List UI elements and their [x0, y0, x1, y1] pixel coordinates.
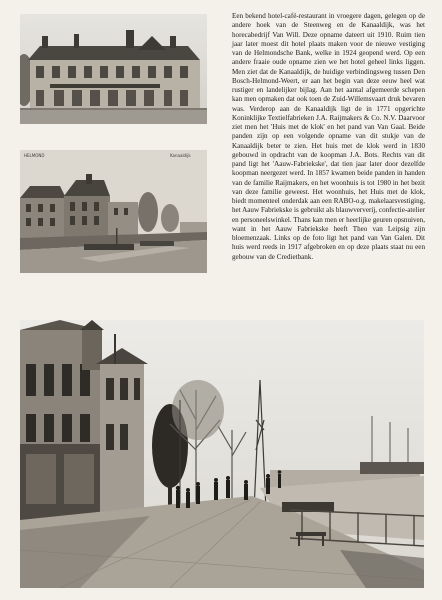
canal-photo-image — [20, 150, 207, 273]
street-photo-image — [20, 320, 424, 588]
article-paragraph: Een bekend hotel-café-restaurant in vroegere dagen, gelegen op de andere hoek van de Steenweg en de Kanaaldijk, was het horecabedrijf Van Will. Deze opname dateert uit 1910. Ruim tien jaar later moest dit hotel plaats maken voor de nieuwe vestiging van de Helmondsche Bank, welke in 1924 geopend werd. Op een andere fraaie oude opname zien we het hotel geheel links liggen. Men ziet dat de Kanaaldijk, de huidige verbindingsweg tussen Den Bosch-Helmond-Weert, er aan het begin van deze eeuw heel wat rustiger en landelijker bijlag. Aan het aantal afgemeerde schepen kan men opmaken dat ook toen de Zuid-Willemsvaart druk bevaren was. Verderop aan de Kanaaldijk ligt de in 1771 opgerichte Koninklijke Textielfabrieken J.A. Raijmakers & Co. N.V. Daarvoor ziet men het 'Huis met de klok' en het pand van Van Gaal. Beide panden zijn op een volgende opname van dit stukje van de Kanaaldijk beter te zien. Het huis met de klok werd in 1830 gebouwd in opdracht van de koopman J.A. Bots. Rechts van dit pand ligt het 'Aauw-Fabriekske', dat tien jaar later door dezelfde koopman neergezet werd. In 1857 kwamen beide panden in handen van de familie Raijmakers, en het woonhuis is tot 1980 in het bezit van deze familie geweest. Het woonhuis, het Huis met de klok, biedt momenteel onderdak aan een RABO-o.g. makelaarsvestiging, het Aauw Fabriekske is gebruikt als blauwververij, confectie-atelier en personeelswinkel. Thans kan men er heerlijke geuren opsnuiven, want in het Aauw Fabriekske heeft Theo van Leipsig zijn bloemenzaak. Links op de foto ligt het pand van Van Galen. Dit huis werd reeds in 1917 afgebroken en op deze plaats staat nu een gebouw van de Credietbank. — [232, 12, 425, 261]
canal-photo-caption-right: Kanaaldijk — [170, 153, 191, 158]
hotel-photo — [20, 14, 207, 124]
canal-photo-caption-left: HELMOND — [24, 153, 45, 158]
article-text-column — [232, 12, 425, 262]
street-photo — [20, 320, 424, 588]
hotel-photo-image — [20, 14, 207, 124]
canal-photo — [20, 150, 207, 273]
